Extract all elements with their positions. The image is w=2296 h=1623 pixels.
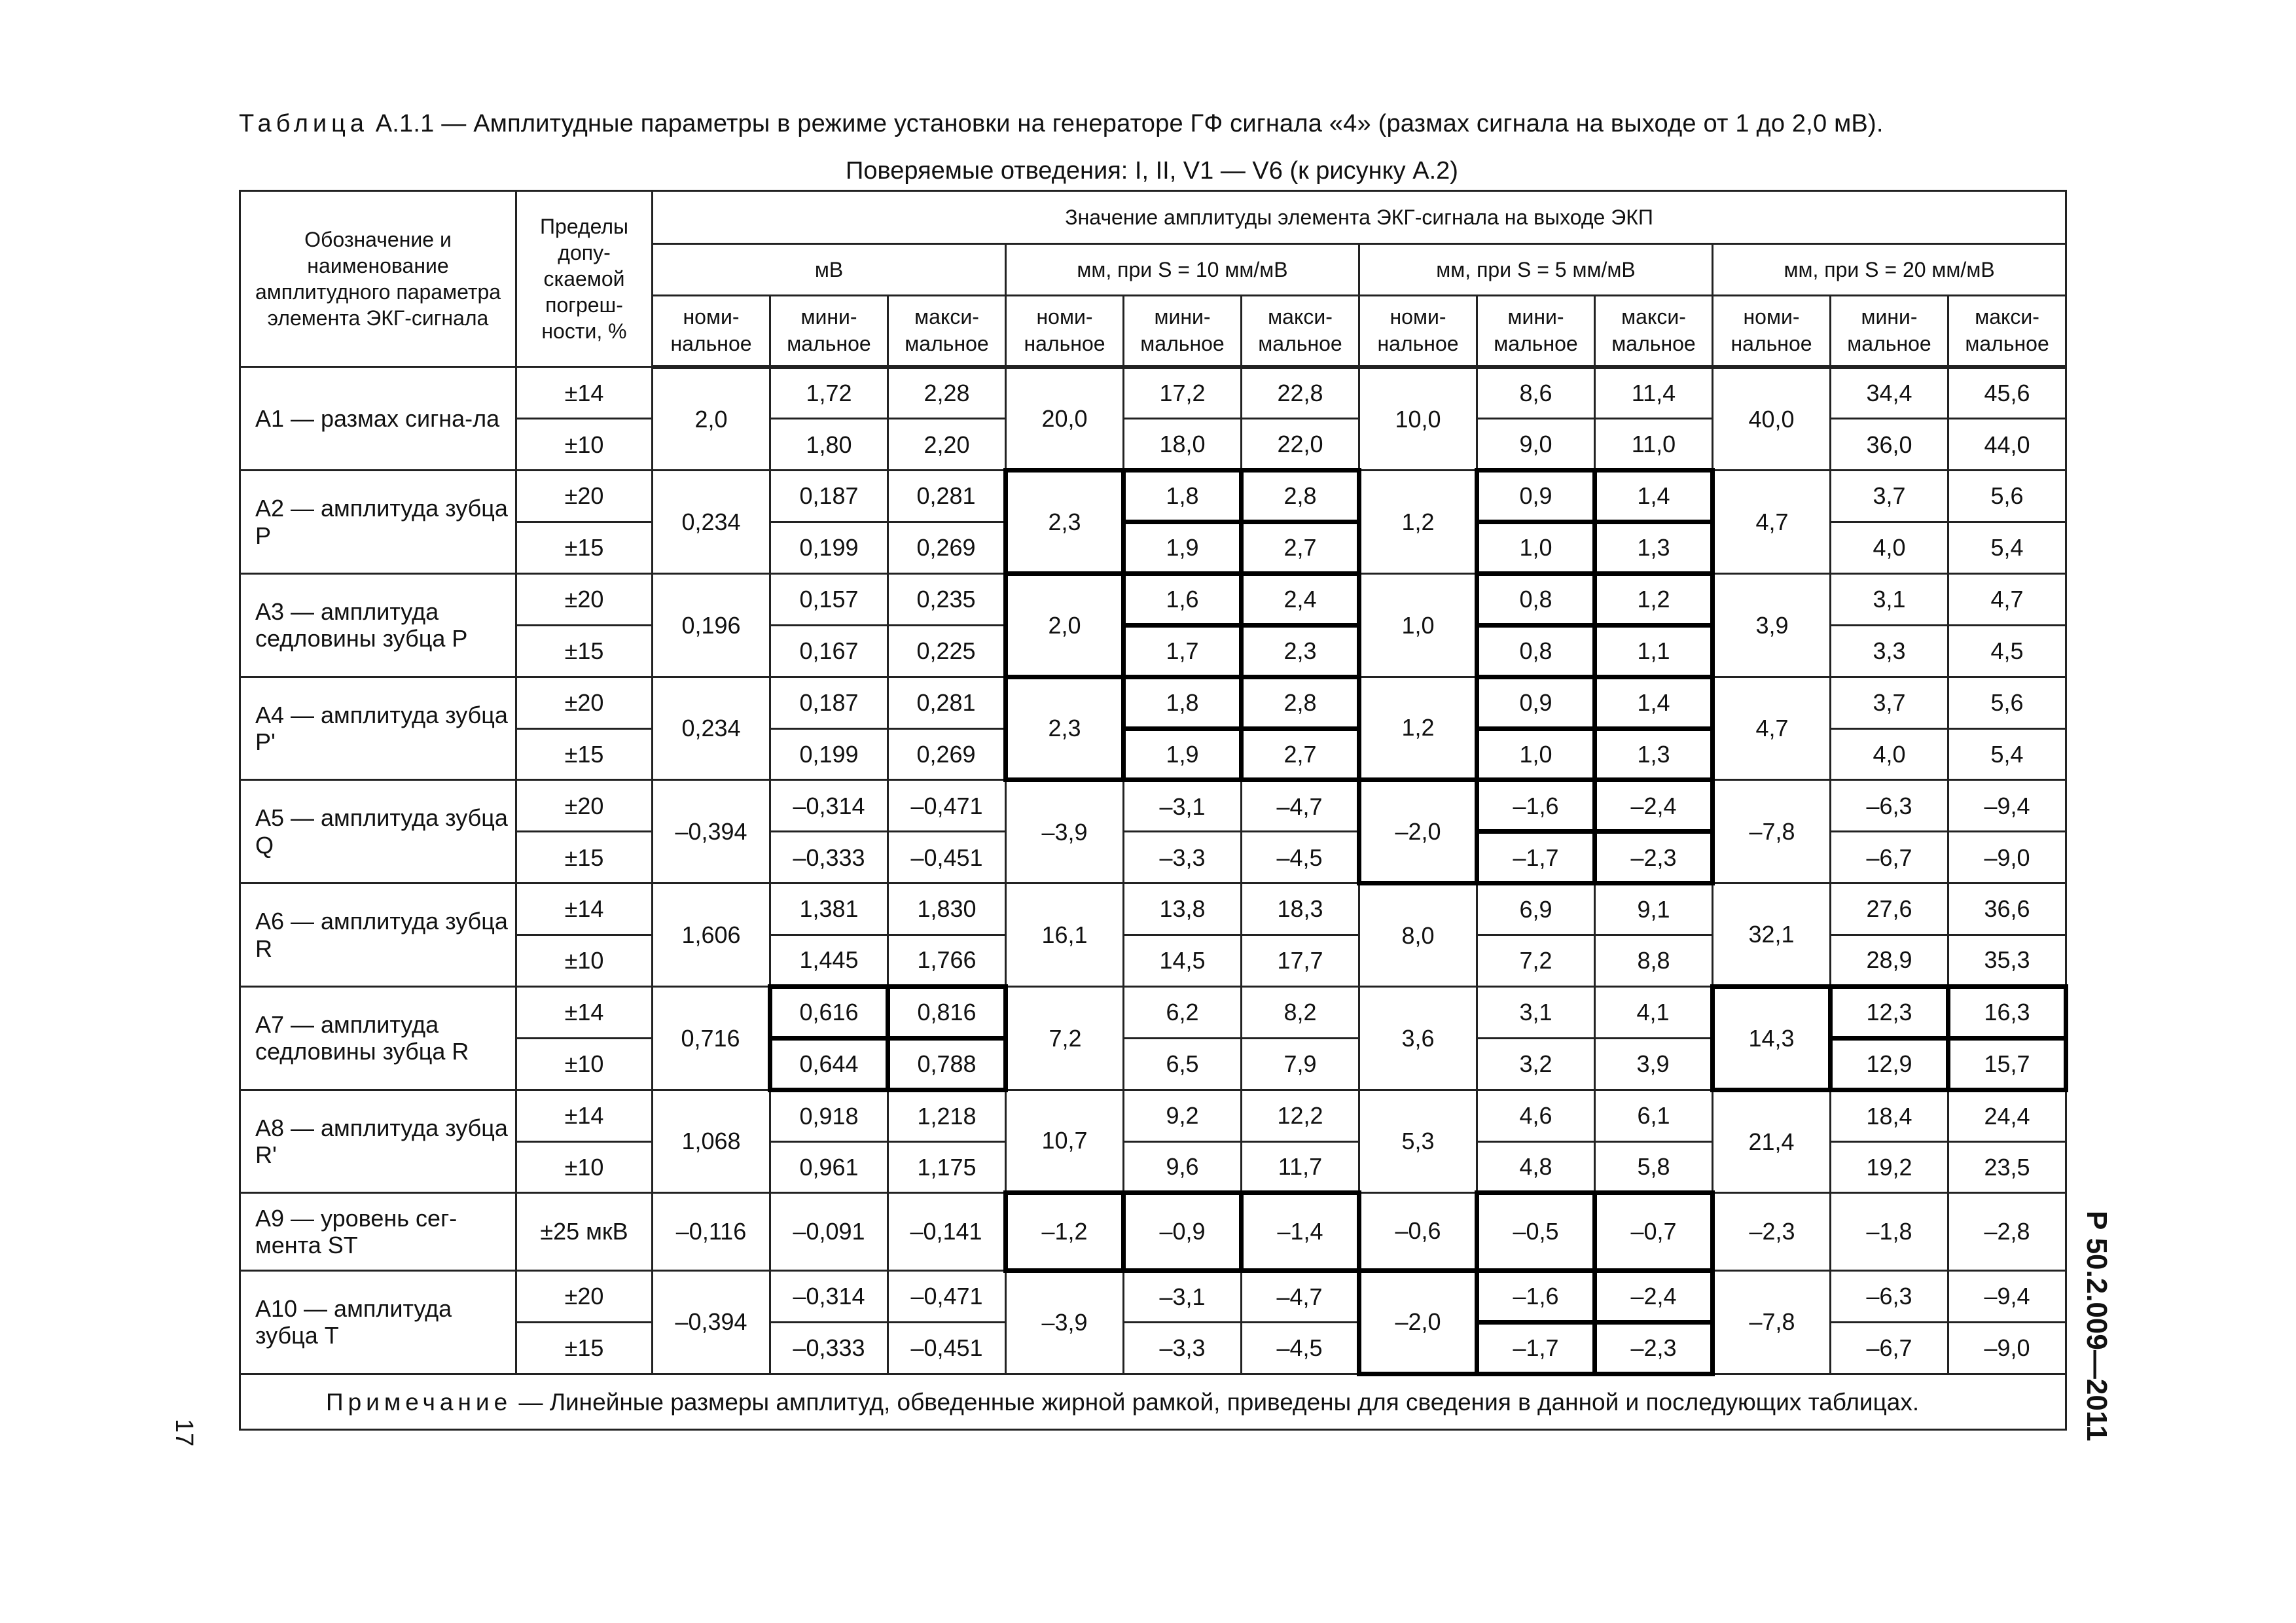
tolerance-cell: ±20 bbox=[516, 1270, 653, 1322]
s10-nominal-cell: –1,2 bbox=[1006, 1193, 1124, 1270]
mv-minimal-cell: 0,187 bbox=[770, 471, 888, 522]
parameter-name: А4 — амплитуда зубца P' bbox=[240, 677, 516, 780]
s5-maximal-cell: 1,2 bbox=[1595, 573, 1713, 625]
tolerance-cell: ±10 bbox=[516, 935, 653, 987]
tolerance-cell: ±15 bbox=[516, 832, 653, 883]
table-row bbox=[240, 1090, 2066, 1141]
tolerance-cell: ±15 bbox=[516, 625, 653, 677]
s20-maximal-cell: 5,6 bbox=[1948, 471, 2066, 522]
s20-maximal-cell: –9,0 bbox=[1948, 832, 2066, 883]
s5-minimal-cell: 0,8 bbox=[1477, 573, 1595, 625]
s5-maximal-cell: –2,4 bbox=[1595, 780, 1713, 832]
s5-maximal-cell: 1,3 bbox=[1595, 728, 1713, 780]
s10-nominal-cell: 2,3 bbox=[1006, 471, 1124, 574]
mv-minimal-cell: 1,80 bbox=[770, 419, 888, 471]
mv-minimal-cell: 0,187 bbox=[770, 677, 888, 728]
s10-minimal-cell: –3,3 bbox=[1124, 832, 1242, 883]
s5-maximal-cell: 11,0 bbox=[1595, 419, 1713, 471]
s20-minimal-cell: 12,9 bbox=[1831, 1038, 1948, 1090]
s5-minimal-cell: 3,2 bbox=[1477, 1038, 1595, 1090]
s10-minimal-cell: 1,6 bbox=[1124, 573, 1242, 625]
s10-minimal-cell: 1,9 bbox=[1124, 522, 1242, 574]
parameter-name: А3 — амплитуда седловины зубца P bbox=[240, 573, 516, 677]
s20-maximal-cell: 24,4 bbox=[1948, 1090, 2066, 1141]
s10-minimal-cell: 1,9 bbox=[1124, 728, 1242, 780]
s20-maximal-cell: 16,3 bbox=[1948, 986, 2066, 1038]
parameter-name: А2 — амплитуда зубца P bbox=[240, 471, 516, 574]
s10-maximal-cell: 2,7 bbox=[1242, 728, 1359, 780]
s10-maximal-cell: –4,5 bbox=[1242, 832, 1359, 883]
parameter-name: А1 — размах сигна-ла bbox=[240, 367, 516, 471]
s20-maximal-cell: 36,6 bbox=[1948, 883, 2066, 935]
s10-maximal-cell: –4,7 bbox=[1242, 1270, 1359, 1322]
s20-minimal-cell: 36,0 bbox=[1831, 419, 1948, 471]
s10-minimal-cell: 17,2 bbox=[1124, 367, 1242, 419]
tolerance-cell: ±20 bbox=[516, 677, 653, 728]
parameter-name: А5 — амплитуда зубца Q bbox=[240, 780, 516, 883]
document-designation: Р 50.2.009—2011 bbox=[2081, 1211, 2113, 1442]
s20-maximal-cell: –9,0 bbox=[1948, 1322, 2066, 1374]
s20-nominal-cell: 4,7 bbox=[1713, 471, 1831, 574]
s10-minimal-cell: –3,3 bbox=[1124, 1322, 1242, 1374]
s20-maximal-cell: 35,3 bbox=[1948, 935, 2066, 987]
parameter-name: А6 — амплитуда зубца R bbox=[240, 883, 516, 987]
s5-minimal-cell: 1,0 bbox=[1477, 522, 1595, 574]
tolerance-cell: ±20 bbox=[516, 780, 653, 832]
s5-maximal-cell: 1,3 bbox=[1595, 522, 1713, 574]
note-prefix: Примечание bbox=[326, 1388, 512, 1416]
tolerance-cell: ±10 bbox=[516, 1038, 653, 1090]
s10-minimal-cell: 13,8 bbox=[1124, 883, 1242, 935]
table-row bbox=[240, 573, 2066, 625]
tolerance-cell: ±10 bbox=[516, 419, 653, 471]
subheader-s20-nominal: номи-нальное bbox=[1713, 295, 1831, 367]
mv-maximal-cell: –0,451 bbox=[888, 1322, 1006, 1374]
mv-maximal-cell: 0,225 bbox=[888, 625, 1006, 677]
s10-nominal-cell: 10,7 bbox=[1006, 1090, 1124, 1193]
s10-maximal-cell: 2,4 bbox=[1242, 573, 1359, 625]
table-caption bbox=[239, 110, 1884, 138]
s10-nominal-cell: –3,9 bbox=[1006, 780, 1124, 883]
s5-minimal-cell: 0,9 bbox=[1477, 677, 1595, 728]
table-subcaption: Поверяемые отведения: I, II, V1 — V6 (к рисунку А.2) bbox=[846, 157, 1458, 185]
s5-minimal-cell: –1,7 bbox=[1477, 832, 1595, 883]
tolerance-cell: ±14 bbox=[516, 986, 653, 1038]
parameter-name: А7 — амплитуда седловины зубца R bbox=[240, 986, 516, 1090]
mv-minimal-cell: 0,644 bbox=[770, 1038, 888, 1090]
s20-minimal-cell: 28,9 bbox=[1831, 935, 1948, 987]
mv-minimal-cell: –0,314 bbox=[770, 1270, 888, 1322]
s20-minimal-cell: –6,7 bbox=[1831, 1322, 1948, 1374]
mv-maximal-cell: 0,788 bbox=[888, 1038, 1006, 1090]
header-parameter-name: Обозначение и наименование амплитудного параметра элемента ЭКГ-сигнала bbox=[240, 191, 516, 367]
s10-maximal-cell: 7,9 bbox=[1242, 1038, 1359, 1090]
s20-maximal-cell: –9,4 bbox=[1948, 1270, 2066, 1322]
s20-nominal-cell: –2,3 bbox=[1713, 1193, 1831, 1270]
caption-prefix: Таблица bbox=[239, 110, 368, 137]
s20-maximal-cell: 4,7 bbox=[1948, 573, 2066, 625]
subheader-s5-nominal: номи-нальное bbox=[1359, 295, 1477, 367]
s10-maximal-cell: 22,0 bbox=[1242, 419, 1359, 471]
s5-maximal-cell: 1,1 bbox=[1595, 625, 1713, 677]
mv-maximal-cell: –0,471 bbox=[888, 1270, 1006, 1322]
table-row bbox=[240, 883, 2066, 935]
s5-maximal-cell: 5,8 bbox=[1595, 1141, 1713, 1193]
s10-minimal-cell: 1,8 bbox=[1124, 677, 1242, 728]
s20-maximal-cell: –2,8 bbox=[1948, 1193, 2066, 1270]
s20-nominal-cell: 40,0 bbox=[1713, 367, 1831, 471]
s5-nominal-cell: 5,3 bbox=[1359, 1090, 1477, 1193]
s5-nominal-cell: 1,2 bbox=[1359, 471, 1477, 574]
s5-minimal-cell: –0,5 bbox=[1477, 1193, 1595, 1270]
s5-nominal-cell: 3,6 bbox=[1359, 986, 1477, 1090]
subheader-s20-minimal: мини-мальное bbox=[1831, 295, 1948, 367]
s20-maximal-cell: 5,4 bbox=[1948, 728, 2066, 780]
s20-minimal-cell: 18,4 bbox=[1831, 1090, 1948, 1141]
s20-minimal-cell: 4,0 bbox=[1831, 728, 1948, 780]
tolerance-cell: ±25 мкВ bbox=[516, 1193, 653, 1270]
s20-nominal-cell: 21,4 bbox=[1713, 1090, 1831, 1193]
header-unit-s10: мм, при S = 10 мм/мВ bbox=[1006, 244, 1359, 296]
header-unit-s20: мм, при S = 20 мм/мВ bbox=[1713, 244, 2066, 296]
s20-minimal-cell: –6,7 bbox=[1831, 832, 1948, 883]
table-row bbox=[240, 780, 2066, 832]
mv-minimal-cell: –0,091 bbox=[770, 1193, 888, 1270]
s10-nominal-cell: 2,0 bbox=[1006, 573, 1124, 677]
s5-minimal-cell: 7,2 bbox=[1477, 935, 1595, 987]
s10-minimal-cell: –3,1 bbox=[1124, 1270, 1242, 1322]
mv-minimal-cell: 1,445 bbox=[770, 935, 888, 987]
s10-nominal-cell: –3,9 bbox=[1006, 1270, 1124, 1374]
s5-minimal-cell: 9,0 bbox=[1477, 419, 1595, 471]
s20-minimal-cell: –6,3 bbox=[1831, 1270, 1948, 1322]
s10-nominal-cell: 20,0 bbox=[1006, 367, 1124, 471]
s5-minimal-cell: –1,7 bbox=[1477, 1322, 1595, 1374]
s10-minimal-cell: 18,0 bbox=[1124, 419, 1242, 471]
s10-maximal-cell: 8,2 bbox=[1242, 986, 1359, 1038]
s10-maximal-cell: 22,8 bbox=[1242, 367, 1359, 419]
s5-nominal-cell: 1,0 bbox=[1359, 573, 1477, 677]
subheader-s5-maximal: макси-мальное bbox=[1595, 295, 1713, 367]
subheader-s10-nominal: номи-нальное bbox=[1006, 295, 1124, 367]
tolerance-cell: ±20 bbox=[516, 573, 653, 625]
s10-nominal-cell: 16,1 bbox=[1006, 883, 1124, 987]
tolerance-cell: ±15 bbox=[516, 1322, 653, 1374]
s20-maximal-cell: 45,6 bbox=[1948, 367, 2066, 419]
mv-nominal-cell: 1,606 bbox=[653, 883, 770, 987]
s5-maximal-cell: 6,1 bbox=[1595, 1090, 1713, 1141]
s5-minimal-cell: 1,0 bbox=[1477, 728, 1595, 780]
s10-maximal-cell: 2,3 bbox=[1242, 625, 1359, 677]
s10-maximal-cell: –4,5 bbox=[1242, 1322, 1359, 1374]
table-row bbox=[240, 1270, 2066, 1322]
subheader-mv-maximal: макси-мальное bbox=[888, 295, 1006, 367]
parameter-name: А8 — амплитуда зубца R' bbox=[240, 1090, 516, 1193]
subheader-s20-maximal: макси-мальное bbox=[1948, 295, 2066, 367]
s10-maximal-cell: 2,8 bbox=[1242, 677, 1359, 728]
s5-maximal-cell: –2,3 bbox=[1595, 832, 1713, 883]
mv-maximal-cell: 0,269 bbox=[888, 728, 1006, 780]
subheader-s5-minimal: мини-мальное bbox=[1477, 295, 1595, 367]
header-value-group: Значение амплитуды элемента ЭКГ-сигнала на выходе ЭКП bbox=[653, 191, 2066, 244]
mv-nominal-cell: –0,394 bbox=[653, 1270, 770, 1374]
table-row bbox=[240, 986, 2066, 1038]
s20-nominal-cell: 32,1 bbox=[1713, 883, 1831, 987]
s20-minimal-cell: 27,6 bbox=[1831, 883, 1948, 935]
mv-maximal-cell: 2,28 bbox=[888, 367, 1006, 419]
mv-maximal-cell: –0,141 bbox=[888, 1193, 1006, 1270]
note-text: — Линейные размеры амплитуд, обведенные жирной рамкой, приведены для сведения в данной и последующих таблицах. bbox=[512, 1388, 1920, 1416]
s10-maximal-cell: –4,7 bbox=[1242, 780, 1359, 832]
s5-minimal-cell: 6,9 bbox=[1477, 883, 1595, 935]
s20-maximal-cell: –9,4 bbox=[1948, 780, 2066, 832]
s5-minimal-cell: 8,6 bbox=[1477, 367, 1595, 419]
s20-nominal-cell: 3,9 bbox=[1713, 573, 1831, 677]
header-tolerance: Пределы допу-скаемой погреш-ности, % bbox=[516, 191, 653, 367]
mv-minimal-cell: 0,167 bbox=[770, 625, 888, 677]
s5-minimal-cell: 4,8 bbox=[1477, 1141, 1595, 1193]
s10-minimal-cell: –0,9 bbox=[1124, 1193, 1242, 1270]
mv-minimal-cell: 0,199 bbox=[770, 522, 888, 574]
s5-maximal-cell: 3,9 bbox=[1595, 1038, 1713, 1090]
s20-maximal-cell: 5,4 bbox=[1948, 522, 2066, 574]
s10-minimal-cell: 1,7 bbox=[1124, 625, 1242, 677]
s20-nominal-cell: 14,3 bbox=[1713, 986, 1831, 1090]
s5-minimal-cell: –1,6 bbox=[1477, 1270, 1595, 1322]
parameter-name: А9 — уровень сег-мента ST bbox=[240, 1193, 516, 1270]
mv-minimal-cell: –0,333 bbox=[770, 1322, 888, 1374]
s5-maximal-cell: 11,4 bbox=[1595, 367, 1713, 419]
s10-maximal-cell: 17,7 bbox=[1242, 935, 1359, 987]
s5-nominal-cell: 10,0 bbox=[1359, 367, 1477, 471]
mv-nominal-cell: –0,116 bbox=[653, 1193, 770, 1270]
s20-maximal-cell: 23,5 bbox=[1948, 1141, 2066, 1193]
mv-minimal-cell: 0,961 bbox=[770, 1141, 888, 1193]
s10-minimal-cell: –3,1 bbox=[1124, 780, 1242, 832]
s5-maximal-cell: –2,4 bbox=[1595, 1270, 1713, 1322]
s20-nominal-cell: –7,8 bbox=[1713, 780, 1831, 883]
s5-nominal-cell: –2,0 bbox=[1359, 780, 1477, 883]
mv-maximal-cell: 1,218 bbox=[888, 1090, 1006, 1141]
mv-minimal-cell: –0,314 bbox=[770, 780, 888, 832]
s20-minimal-cell: –6,3 bbox=[1831, 780, 1948, 832]
mv-maximal-cell: 0,235 bbox=[888, 573, 1006, 625]
page-number: 17 bbox=[170, 1419, 198, 1447]
mv-maximal-cell: –0,451 bbox=[888, 832, 1006, 883]
subheader-mv-nominal: номи-нальное bbox=[653, 295, 770, 367]
s20-nominal-cell: –7,8 bbox=[1713, 1270, 1831, 1374]
tolerance-cell: ±10 bbox=[516, 1141, 653, 1193]
s20-minimal-cell: 3,7 bbox=[1831, 677, 1948, 728]
s10-minimal-cell: 9,6 bbox=[1124, 1141, 1242, 1193]
header-unit-mv: мВ bbox=[653, 244, 1006, 296]
table-note bbox=[240, 1374, 2066, 1429]
subheader-mv-minimal: мини-мальное bbox=[770, 295, 888, 367]
s10-nominal-cell: 7,2 bbox=[1006, 986, 1124, 1090]
s5-nominal-cell: 8,0 bbox=[1359, 883, 1477, 987]
s5-maximal-cell: 8,8 bbox=[1595, 935, 1713, 987]
s20-minimal-cell: 12,3 bbox=[1831, 986, 1948, 1038]
parameter-name: А10 — амплитуда зубца T bbox=[240, 1270, 516, 1374]
s10-maximal-cell: 2,8 bbox=[1242, 471, 1359, 522]
table-row bbox=[240, 677, 2066, 728]
mv-maximal-cell: 1,766 bbox=[888, 935, 1006, 987]
mv-nominal-cell: –0,394 bbox=[653, 780, 770, 883]
tolerance-cell: ±15 bbox=[516, 522, 653, 574]
tolerance-cell: ±20 bbox=[516, 471, 653, 522]
tolerance-cell: ±14 bbox=[516, 1090, 653, 1141]
s20-maximal-cell: 15,7 bbox=[1948, 1038, 2066, 1090]
s20-nominal-cell: 4,7 bbox=[1713, 677, 1831, 780]
s10-minimal-cell: 6,2 bbox=[1124, 986, 1242, 1038]
s5-maximal-cell: 4,1 bbox=[1595, 986, 1713, 1038]
mv-minimal-cell: 0,157 bbox=[770, 573, 888, 625]
s5-nominal-cell: –2,0 bbox=[1359, 1270, 1477, 1374]
s20-minimal-cell: 3,3 bbox=[1831, 625, 1948, 677]
s5-minimal-cell: –1,6 bbox=[1477, 780, 1595, 832]
table-row bbox=[240, 1193, 2066, 1270]
mv-maximal-cell: 1,830 bbox=[888, 883, 1006, 935]
s10-minimal-cell: 14,5 bbox=[1124, 935, 1242, 987]
s20-minimal-cell: 3,7 bbox=[1831, 471, 1948, 522]
mv-nominal-cell: 1,068 bbox=[653, 1090, 770, 1193]
mv-minimal-cell: 0,616 bbox=[770, 986, 888, 1038]
s10-maximal-cell: 11,7 bbox=[1242, 1141, 1359, 1193]
s20-minimal-cell: 4,0 bbox=[1831, 522, 1948, 574]
table-row bbox=[240, 367, 2066, 419]
s20-maximal-cell: 44,0 bbox=[1948, 419, 2066, 471]
s20-minimal-cell: –1,8 bbox=[1831, 1193, 1948, 1270]
s20-maximal-cell: 4,5 bbox=[1948, 625, 2066, 677]
s5-nominal-cell: 1,2 bbox=[1359, 677, 1477, 780]
s5-maximal-cell: 1,4 bbox=[1595, 471, 1713, 522]
mv-minimal-cell: 1,72 bbox=[770, 367, 888, 419]
s5-minimal-cell: 0,8 bbox=[1477, 625, 1595, 677]
mv-minimal-cell: 0,199 bbox=[770, 728, 888, 780]
mv-maximal-cell: 1,175 bbox=[888, 1141, 1006, 1193]
amplitude-parameters-table bbox=[239, 190, 2068, 1431]
mv-maximal-cell: 0,816 bbox=[888, 986, 1006, 1038]
s5-maximal-cell: –2,3 bbox=[1595, 1322, 1713, 1374]
mv-minimal-cell: –0,333 bbox=[770, 832, 888, 883]
mv-nominal-cell: 0,234 bbox=[653, 677, 770, 780]
s10-maximal-cell: 12,2 bbox=[1242, 1090, 1359, 1141]
caption-text: А.1.1 — Амплитудные параметры в режиме установки на генераторе ГФ сигнала «4» (размах сигнала на выходе от 1 до 2,0 мВ). bbox=[368, 110, 1884, 137]
s5-nominal-cell: –0,6 bbox=[1359, 1193, 1477, 1270]
s10-minimal-cell: 6,5 bbox=[1124, 1038, 1242, 1090]
tolerance-cell: ±15 bbox=[516, 728, 653, 780]
mv-maximal-cell: 0,281 bbox=[888, 471, 1006, 522]
subheader-s10-maximal: макси-мальное bbox=[1242, 295, 1359, 367]
mv-maximal-cell: 0,281 bbox=[888, 677, 1006, 728]
mv-nominal-cell: 0,716 bbox=[653, 986, 770, 1090]
s20-minimal-cell: 3,1 bbox=[1831, 573, 1948, 625]
mv-minimal-cell: 1,381 bbox=[770, 883, 888, 935]
s20-maximal-cell: 5,6 bbox=[1948, 677, 2066, 728]
subheader-s10-minimal: мини-мальное bbox=[1124, 295, 1242, 367]
header-unit-s5: мм, при S = 5 мм/мВ bbox=[1359, 244, 1713, 296]
s20-minimal-cell: 19,2 bbox=[1831, 1141, 1948, 1193]
s10-minimal-cell: 9,2 bbox=[1124, 1090, 1242, 1141]
s5-minimal-cell: 0,9 bbox=[1477, 471, 1595, 522]
tolerance-cell: ±14 bbox=[516, 883, 653, 935]
s10-minimal-cell: 1,8 bbox=[1124, 471, 1242, 522]
s5-minimal-cell: 3,1 bbox=[1477, 986, 1595, 1038]
s10-maximal-cell: –1,4 bbox=[1242, 1193, 1359, 1270]
mv-maximal-cell: 0,269 bbox=[888, 522, 1006, 574]
s5-maximal-cell: –0,7 bbox=[1595, 1193, 1713, 1270]
mv-nominal-cell: 2,0 bbox=[653, 367, 770, 471]
tolerance-cell: ±14 bbox=[516, 367, 653, 419]
table-row bbox=[240, 471, 2066, 522]
s5-maximal-cell: 1,4 bbox=[1595, 677, 1713, 728]
mv-maximal-cell: –0,471 bbox=[888, 780, 1006, 832]
s5-minimal-cell: 4,6 bbox=[1477, 1090, 1595, 1141]
mv-nominal-cell: 0,234 bbox=[653, 471, 770, 574]
s20-minimal-cell: 34,4 bbox=[1831, 367, 1948, 419]
s10-nominal-cell: 2,3 bbox=[1006, 677, 1124, 780]
mv-maximal-cell: 2,20 bbox=[888, 419, 1006, 471]
s10-maximal-cell: 2,7 bbox=[1242, 522, 1359, 574]
mv-minimal-cell: 0,918 bbox=[770, 1090, 888, 1141]
mv-nominal-cell: 0,196 bbox=[653, 573, 770, 677]
s10-maximal-cell: 18,3 bbox=[1242, 883, 1359, 935]
s5-maximal-cell: 9,1 bbox=[1595, 883, 1713, 935]
